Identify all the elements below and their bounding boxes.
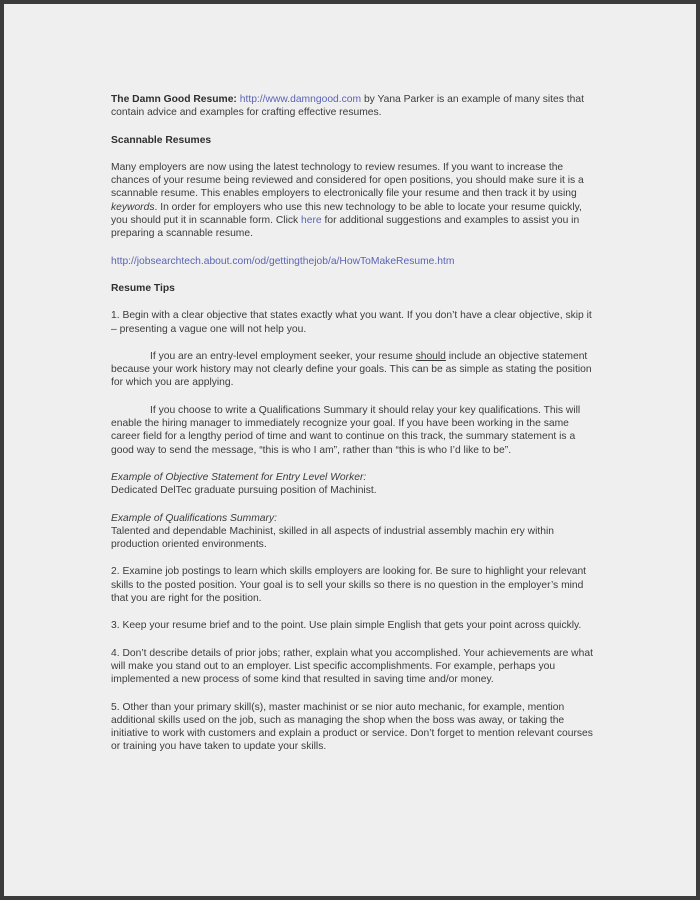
tip-3: 3. Keep your resume brief and to the point. Use plain simple English that gets your point across quickly.	[111, 620, 582, 632]
scannable-text-a: Many employers are now using the latest technology to review resumes. If you want to increase the chances of your resume being reviewed and considered for open positions, you should make sure it is a scannable resume. This enables employers to electronically file your resume and then track it by using	[111, 161, 584, 200]
damngood-link[interactable]: http://www.damngood.com	[239, 94, 362, 105]
example-summary-text: Talented and dependable Machinist, skilled in all aspects of industrial assembly machin ery within production oriented environments.	[111, 525, 555, 551]
intro-text: by Yana Parker is an example of many sites that contain advice and examples for crafting effective resumes.	[111, 94, 584, 119]
entry-level-paragraph	[111, 350, 597, 390]
document-content	[111, 93, 597, 754]
entry-text-b: include an objective statement because your work history may not clearly define your goals. This can be as simple as stating the position for which you are applying.	[111, 350, 592, 389]
should-text: should	[415, 350, 446, 362]
keywords-text: keywords	[111, 201, 155, 213]
resume-tips-heading: Resume Tips	[111, 282, 175, 294]
example-objective-label-text: Example of Objective Statement for Entry Level Worker:	[111, 471, 367, 483]
intro-title: The Damn Good Resume:	[111, 94, 237, 105]
intro-paragraph	[111, 93, 597, 120]
entry-text-a: If you are an entry-level employment seeker, your resume	[150, 350, 416, 362]
tip-4: 4. Don’t describe details of prior jobs; rather, explain what you accomplished. Your achievements are what will make you stand out to an employer. List specific accomplishments. For example, perhaps you implemented a new process of some kind that resulted in saving time and/or money.	[111, 647, 593, 686]
scannable-heading: Scannable Resumes	[111, 134, 212, 146]
jobsearchtech-link[interactable]: http://jobsearchtech.about.com/od/gettingthejob/a/HowToMakeResume.htm	[111, 255, 455, 267]
here-link[interactable]: here	[301, 215, 322, 227]
example-summary-label	[111, 512, 597, 525]
example-objective-label	[111, 471, 597, 484]
scannable-text-c: for additional suggestions and examples to assist you in preparing a scannable resume.	[111, 215, 580, 240]
qualifications-paragraph: If you choose to write a Qualifications Summary it should relay your key qualifications. This will enable the hiring manager to immediately recognize your goal. If you have been working in the same career field for a lengthy period of time and want to continue on this track, the summary statement is a good way to send the message, “this is who I am”, rather than “this is who I’d like to be”.	[111, 404, 581, 456]
example-summary-label-text: Example of Qualifications Summary:	[111, 512, 277, 524]
tip-2: 2. Examine job postings to learn which skills employers are looking for. Be sure to highlight your relevant skills to the posted position. Your goal is to sell your skills so there is no question in the employer’s mind that you are right for the position.	[111, 566, 587, 605]
scannable-text-b: . In order for employers who use this new technology to be able to locate your resume quickly, you should put it in scannable form. Click	[111, 201, 582, 227]
scannable-paragraph	[111, 161, 597, 241]
example-objective-text: Dedicated DelTec graduate pursuing position of Machinist.	[111, 485, 377, 497]
tip-1: 1. Begin with a clear objective that states exactly what you want. If you don’t have a clear objective, skip it – presenting a vague one will not help you.	[111, 310, 592, 335]
document-page	[4, 4, 696, 896]
tip-5: 5. Other than your primary skill(s), master machinist or se nior auto mechanic, for example, mention additional skills used on the job, such as managing the shop when the boss was away, or taking the initiative to work with customers and explain a product or service. Don’t forget to mention relevant courses or training you have taken to update your skills.	[111, 701, 593, 753]
